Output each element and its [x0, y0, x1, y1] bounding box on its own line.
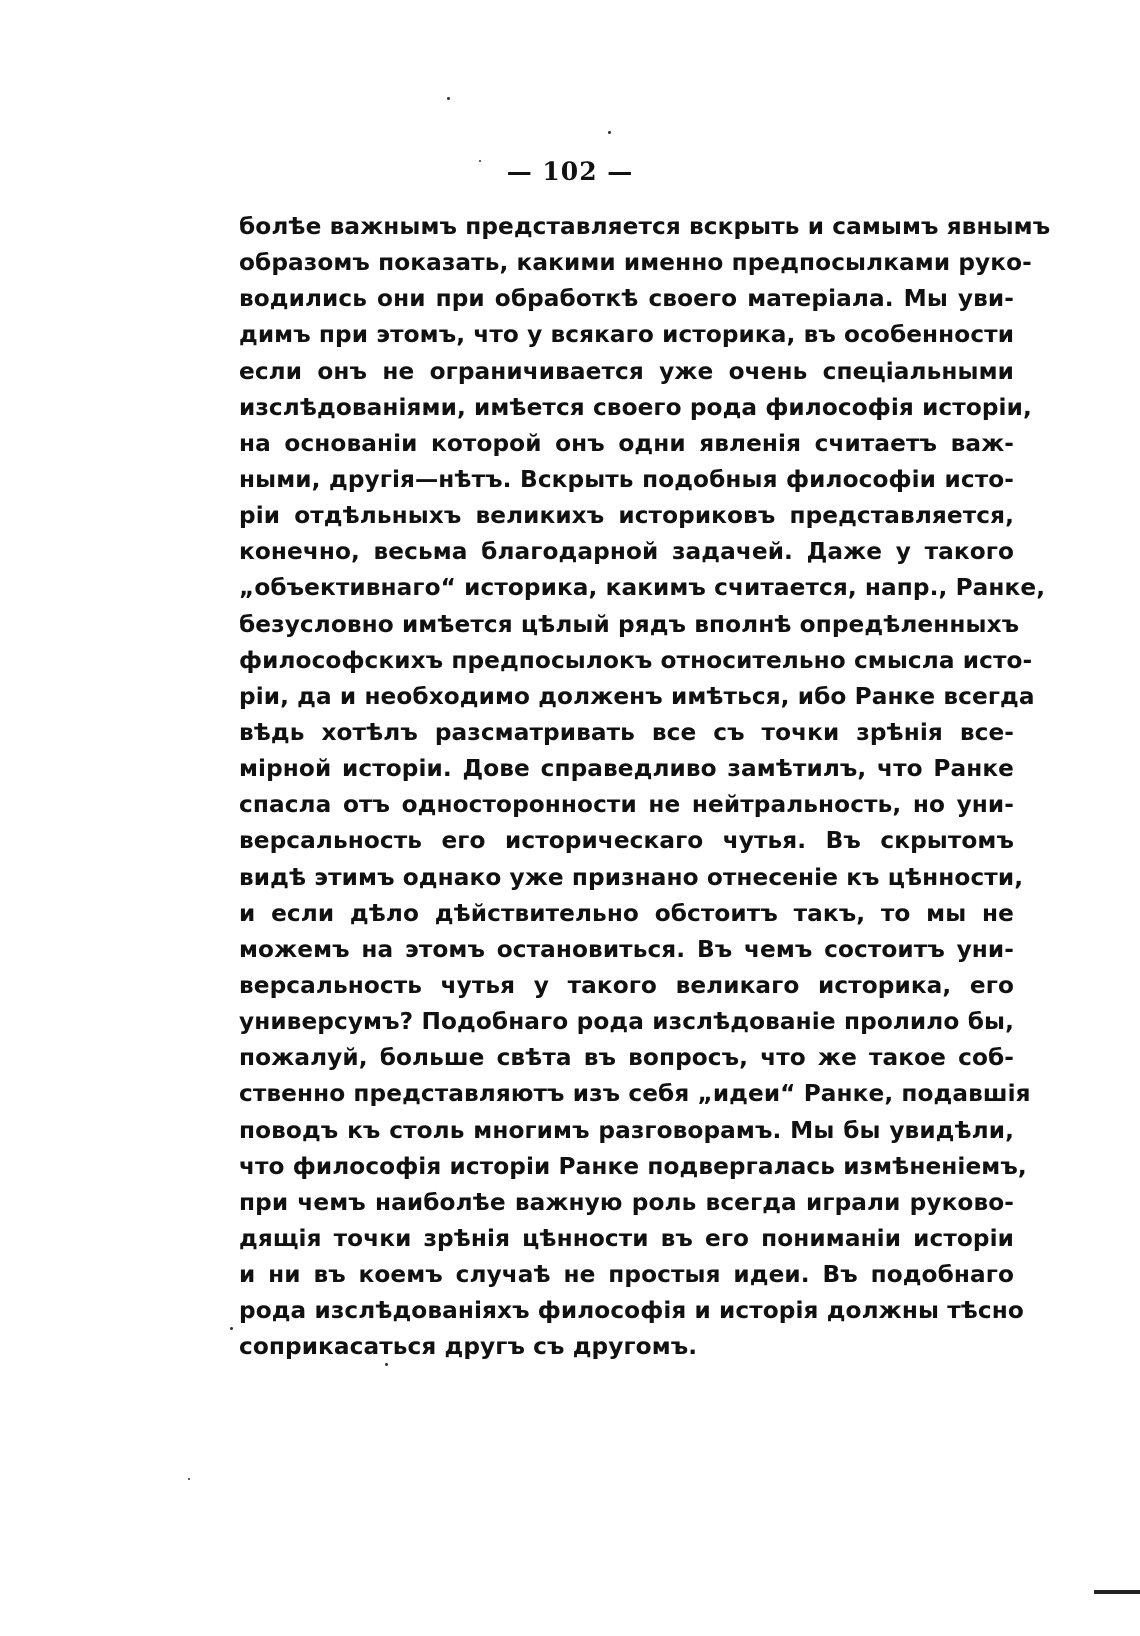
text-line: изслѣдованіями, имѣется своего рода философія исторіи,: [239, 393, 1032, 421]
text-line: если онъ не ограничивается уже очень спеціальными: [239, 357, 1014, 385]
text-line: мірной исторіи. Дове справедливо замѣтилъ, что Ранке: [239, 755, 1014, 783]
text-line: можемъ на этомъ остановиться. Въ чемъ состоитъ уни-: [239, 935, 1014, 963]
text-line: универсумъ? Подобнаго рода изслѣдованіе пролило бы,: [239, 1008, 1014, 1036]
text-line-last: соприкасаться другъ съ другомъ.: [239, 1333, 698, 1361]
text-line: конечно, весьма благодарной задачей. Даже у такого: [239, 538, 1014, 566]
scan-edge-mark: [1094, 1590, 1140, 1594]
text-line: водились они при обработкѣ своего матеріала. Мы уви-: [239, 285, 1014, 313]
text-line: спасла отъ односторонности не нейтральность, но уни-: [239, 791, 1014, 819]
text-line: видѣ этимъ однако уже признано отнесеніе къ цѣнности,: [239, 863, 1024, 891]
text-line: рода изслѣдованіяхъ философія и исторія должны тѣсно: [239, 1297, 1024, 1325]
scan-speck: [479, 160, 481, 162]
text-line: версальность чутья у такого великаго историка, его: [239, 971, 1014, 999]
text-line: димъ при этомъ, что у всякаго историка, въ особенности: [239, 321, 1015, 349]
text-line: вѣдь хотѣлъ разсматривать все съ точки зрѣнія все-: [239, 718, 1014, 746]
text-line: болѣе важнымъ представляется вскрыть и самымъ явнымъ: [239, 213, 1051, 240]
text-line: и ни въ коемъ случаѣ не простыя идеи. Въ подобнаго: [239, 1261, 1014, 1289]
text-line: и если дѣло дѣйствительно обстоитъ такъ, то мы не: [239, 899, 1014, 927]
text-line: „объективнаго“ историка, какимъ считается, напр., Ранке,: [239, 574, 1046, 602]
text-line: ріи, да и необходимо долженъ имѣться, ибо Ранке всегда: [239, 682, 1035, 710]
text-line: дящія точки зрѣнія цѣнности въ его пониманіи исторіи: [239, 1224, 1014, 1252]
text-line: ріи отдѣльныхъ великихъ историковъ представляется,: [239, 502, 1014, 530]
text-line: версальность его историческаго чутья. Въ скрытомъ: [239, 827, 1014, 855]
text-line: ственно представляютъ изъ себя „идеи“ Ранке, подавшія: [239, 1080, 1031, 1108]
text-line: при чемъ наиболѣе важную роль всегда играли руково-: [239, 1188, 1014, 1216]
text-line: образомъ показать, какими именно предпосылками руко-: [239, 249, 1032, 277]
text-line: поводъ къ столь многимъ разговорамъ. Мы бы увидѣли,: [239, 1116, 1014, 1144]
text-line: что философія исторіи Ранке подвергалась измѣненіемъ,: [239, 1152, 1027, 1180]
scan-speck: [385, 1363, 388, 1366]
text-line: философскихъ предпосылокъ относительно смысла исто-: [239, 646, 1033, 674]
scan-speck: [230, 1327, 233, 1330]
text-line: пожалуй, больше свѣта въ вопросъ, что же такое соб-: [239, 1044, 1014, 1072]
text-line: ными, другія—нѣтъ. Вскрыть подобныя философіи исто-: [239, 465, 1014, 493]
text-line: на основаніи которой онъ одни явленія считаетъ важ-: [239, 429, 1014, 457]
scan-speck: [188, 1478, 190, 1480]
text-line: безусловно имѣется цѣлый рядъ вполнѣ опредѣленныхъ: [239, 610, 1020, 638]
page-number: — 102 —: [506, 157, 634, 186]
body-paragraph: [239, 209, 1051, 1366]
scan-speck: [608, 131, 611, 134]
scan-speck: [447, 97, 450, 100]
